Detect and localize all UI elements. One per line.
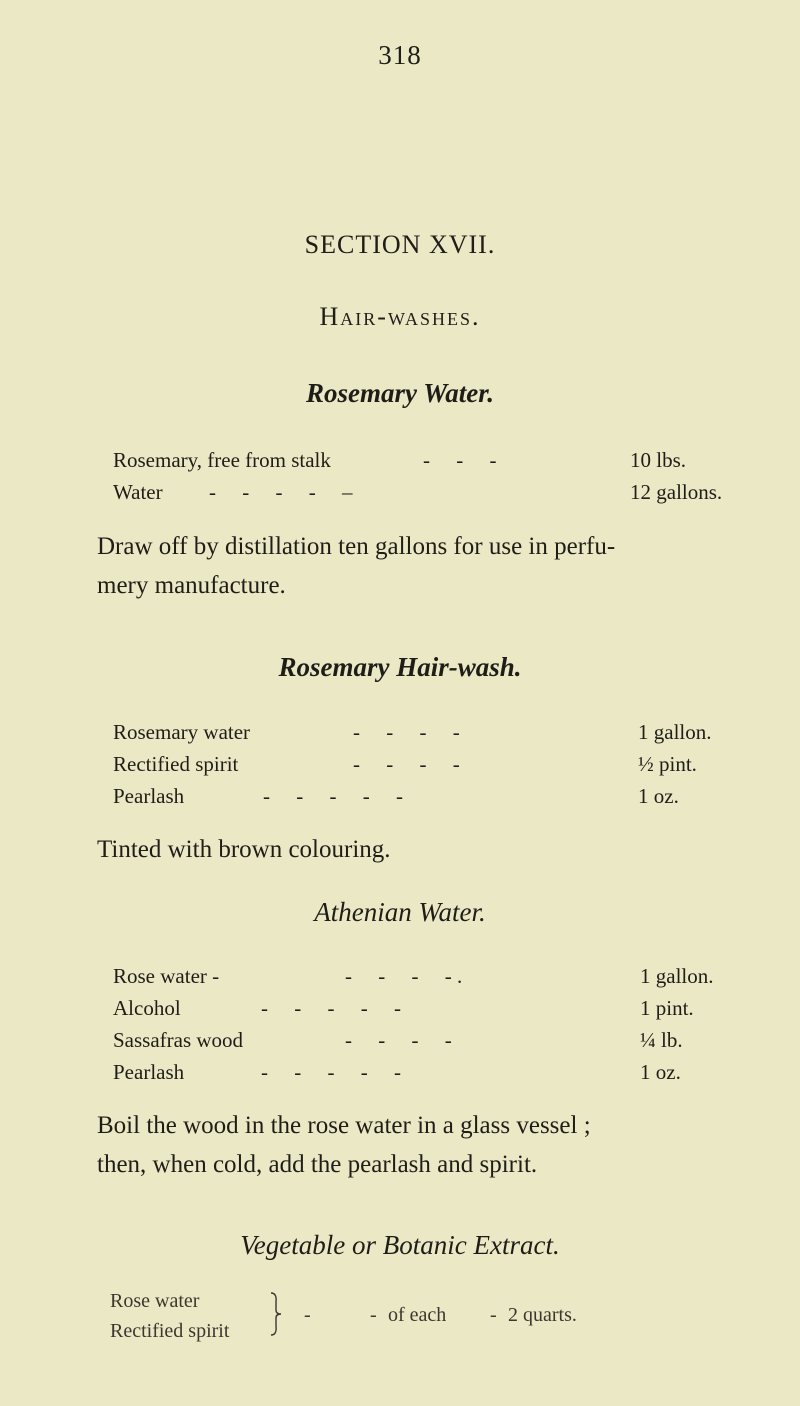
ingredient-row xyxy=(113,752,753,782)
ingredient-quantity: 1 gallon. xyxy=(638,720,712,744)
instruction-line: Boil the wood in the rose water in a glass vessel ; xyxy=(97,1112,591,1139)
ingredient-row xyxy=(113,1060,753,1090)
section-heading: SECTION XVII. xyxy=(304,230,496,259)
ingredient-quantity: 1 oz. xyxy=(640,1060,681,1084)
leader-dashes: - - - - - xyxy=(261,1060,401,1084)
recipe-title-vegetable-extract: Vegetable or Botanic Extract. xyxy=(240,1230,560,1260)
ingredient-name: Alcohol xyxy=(113,996,181,1020)
ingredient-name: Rectified spirit xyxy=(110,1320,230,1342)
ingredient-name: Sassafras wood xyxy=(113,1028,244,1052)
instruction-paragraph xyxy=(97,830,777,869)
instruction-line: mery manufacture. xyxy=(97,572,286,599)
ingredient-quantity: ½ pint. xyxy=(638,752,697,776)
ingredient-row xyxy=(113,720,753,750)
instruction-line: Tinted with brown colouring. xyxy=(97,836,391,863)
leader-dashes: - - - - - xyxy=(263,784,403,808)
ingredient-row xyxy=(113,784,753,814)
ingredient-quantity: 10 lbs. xyxy=(630,448,687,472)
ingredient-name: Rosemary, free from stalk xyxy=(113,448,331,472)
ingredient-quantity: 1 oz. xyxy=(638,784,679,808)
brace-icon xyxy=(270,1292,282,1336)
ingredient-name: Rose water - xyxy=(113,964,220,988)
leader-dashes: - - - - xyxy=(353,752,460,776)
leader-dashes: - - - - . xyxy=(345,964,463,988)
leader-dashes: - - - - xyxy=(345,1028,452,1052)
leader-dashes: - - - - – xyxy=(209,480,353,504)
ingredient-quantity: ¼ lb. xyxy=(640,1028,683,1052)
leader-dashes: - - - - xyxy=(353,720,460,744)
ingredient-name: Rosemary water xyxy=(113,720,251,744)
leader-dash: - xyxy=(304,1304,311,1326)
ingredient-name: Pearlash xyxy=(113,1060,185,1084)
page-number: 318 xyxy=(378,40,422,70)
each-label: of each xyxy=(388,1304,447,1326)
instruction-line: then, when cold, add the pearlash and spirit. xyxy=(97,1151,538,1178)
instruction-line: Draw off by distillation ten gallons for use in perfu- xyxy=(97,533,616,560)
leader-dash: - xyxy=(370,1304,377,1326)
ingredient-name: Water xyxy=(113,480,163,504)
ingredient-name: Pearlash xyxy=(113,784,185,808)
ingredient-row xyxy=(113,996,753,1026)
leader-dash: - xyxy=(490,1304,497,1326)
ingredient-name: Rectified spirit xyxy=(113,752,239,776)
ingredient-quantity: 12 gallons. xyxy=(630,480,723,504)
ingredient-quantity: 1 pint. xyxy=(640,996,694,1020)
ingredient-quantity: 2 quarts. xyxy=(508,1304,577,1326)
braced-ingredients xyxy=(110,1290,790,1370)
ingredient-row xyxy=(113,480,753,510)
ingredient-row xyxy=(113,448,753,478)
recipe-title-rosemary-hair-wash: Rosemary Hair-wash. xyxy=(278,652,522,682)
leader-dashes: - - - xyxy=(423,448,497,472)
recipe-title-athenian-water: Athenian Water. xyxy=(314,897,486,927)
leader-dashes: - - - - - xyxy=(261,996,401,1020)
chapter-heading: Hair-washes. xyxy=(319,302,481,331)
ingredient-quantity: 1 gallon. xyxy=(640,964,714,988)
instruction-paragraph xyxy=(97,527,777,605)
instruction-paragraph xyxy=(97,1106,797,1184)
ingredient-row xyxy=(113,1028,753,1058)
recipe-title-rosemary-water: Rosemary Water. xyxy=(305,378,494,408)
ingredient-row xyxy=(113,964,753,994)
ingredient-name: Rose water xyxy=(110,1290,200,1312)
